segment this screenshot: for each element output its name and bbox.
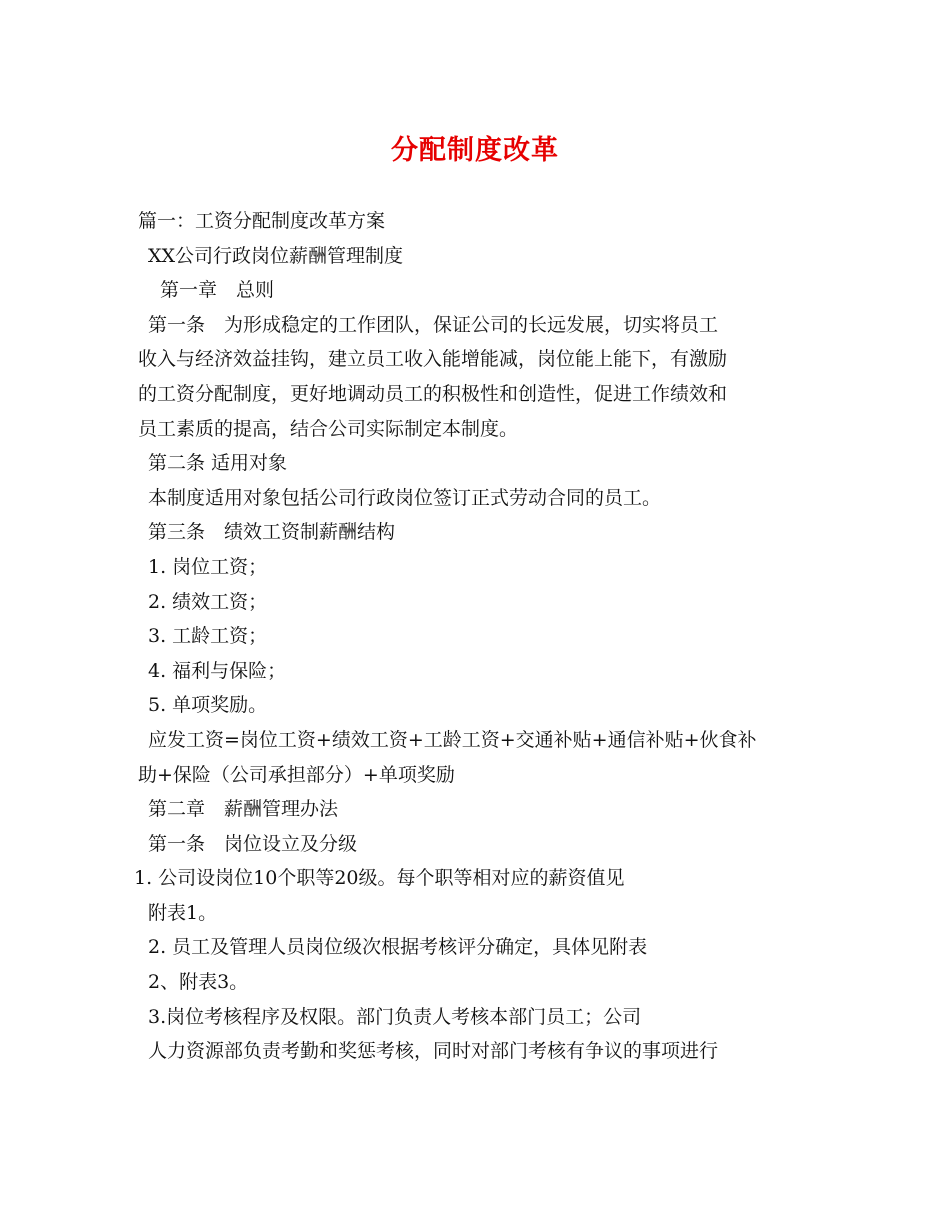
text-line: 收入与经济效益挂钩，建立员工收入能增能减，岗位能上能下，有激励 [138,348,728,371]
text-line: 的工资分配制度，更好地调动员工的积极性和创造性，促进工作绩效和 [138,382,728,405]
list-item: 1. 岗位工资； [148,555,268,578]
text-line: 附表1。 [148,901,218,924]
list-item: 2. 绩效工资； [148,590,268,613]
text-line: 人力资源部负责考勤和奖惩考核，同时对部门考核有争议的事项进行 [148,1040,719,1063]
text-line: 应发工资=岗位工资+绩效工资+工龄工资+交通补贴+通信补贴+伙食补 [148,728,757,751]
text-line: 助+保险（公司承担部分）+单项奖励 [138,763,455,786]
text-line: 第二章 薪酬管理办法 [148,798,339,821]
text-line: 本制度适用对象包括公司行政岗位签订正式劳动合同的员工。 [148,486,662,509]
text-line: 篇一：工资分配制度改革方案 [138,210,386,232]
list-item: 5. 单项奖励。 [148,694,268,717]
text-line: 第一条 岗位设立及分级 [148,832,358,855]
text-line: 3.岗位考核程序及权限。部门负责人考核本部门员工；公司 [148,1005,642,1028]
text-line: 1. 公司设岗位10个职等20级。每个职等相对应的薪资值见 [134,867,625,890]
list-item: 4. 福利与保险； [148,659,287,682]
text-line: 2、附表3。 [148,971,249,994]
document-body [134,204,818,1069]
document-title: 分配制度改革 [391,135,559,166]
text-line: 第三条 绩效工资制薪酬结构 [148,521,396,544]
text-line: 2. 员工及管理人员岗位级次根据考核评分确定，具体见附表 [148,936,648,959]
text-line: XX公司行政岗位薪酬管理制度 [148,244,404,267]
text-line: 员工素质的提高，结合公司实际制定本制度。 [138,417,519,440]
list-item: 3. 工龄工资； [148,625,268,648]
text-line: 第一章 总则 [160,279,275,302]
text-line: 第一条 为形成稳定的工作团队，保证公司的长远发展，切实将员工 [148,313,719,336]
text-line: 第二条 适用对象 [148,452,288,475]
